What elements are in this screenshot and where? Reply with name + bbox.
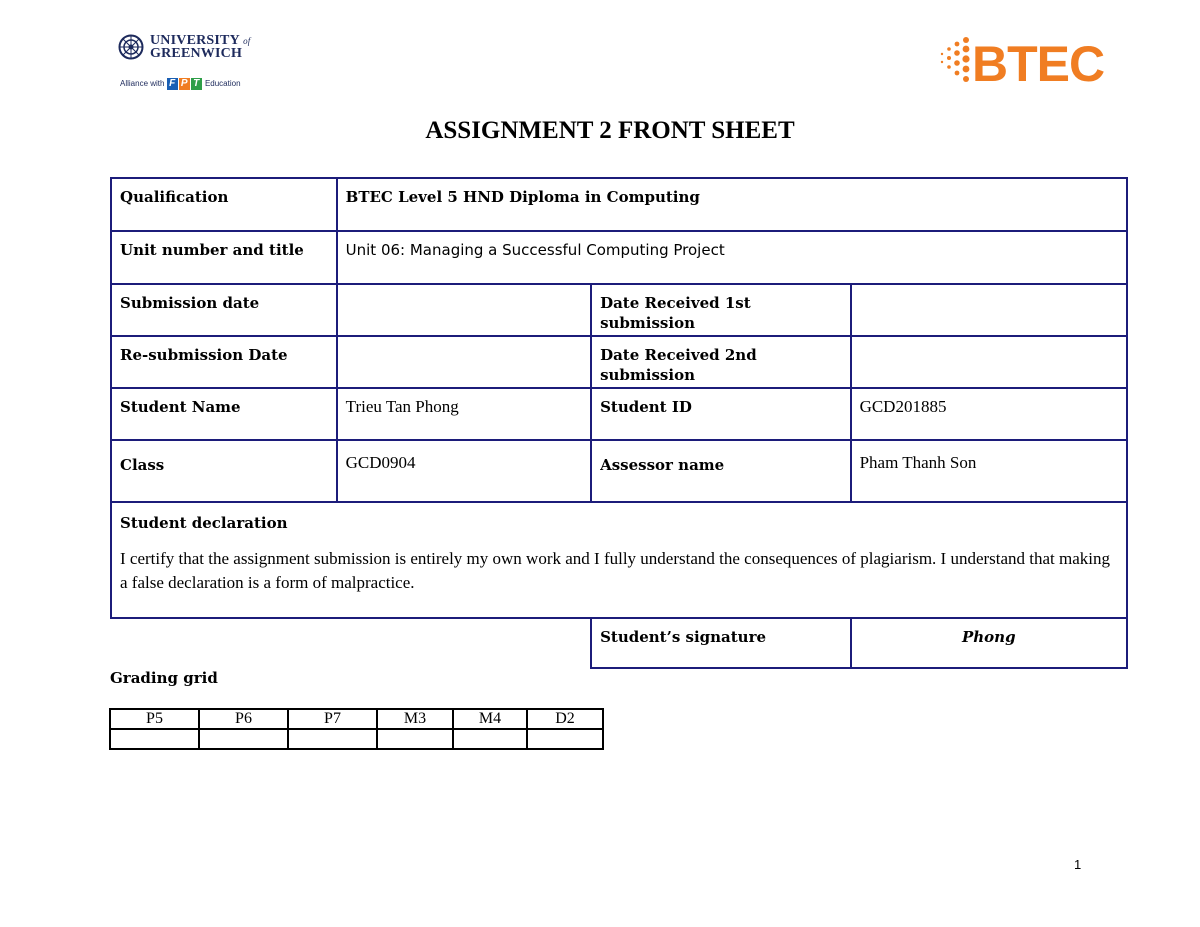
class-value: GCD0904 bbox=[337, 440, 591, 502]
fpt-letter-p: P bbox=[179, 78, 190, 90]
date-received-1-label: Date Received 1st submission bbox=[591, 284, 850, 336]
btec-wordmark: BTEC bbox=[972, 36, 1105, 92]
declaration-text: I certify that the assignment submission is entirely my own work and I fully understand the consequences of plagiarism. I understand that making a false declaration is a form of malpractice. bbox=[120, 549, 1111, 592]
signature-value: Phong bbox=[851, 618, 1127, 668]
alliance-prefix: Alliance with bbox=[120, 79, 165, 88]
date-received-1-value bbox=[851, 284, 1127, 336]
grade-d2-value bbox=[527, 729, 603, 749]
date-received-2-label: Date Received 2nd submission bbox=[591, 336, 850, 388]
university-line1: UNIVERSITY bbox=[150, 33, 240, 48]
fpt-alliance bbox=[120, 78, 241, 90]
row-unit bbox=[111, 231, 1127, 284]
qualification-label: Qualification bbox=[111, 178, 337, 231]
class-label: Class bbox=[111, 440, 337, 502]
assessor-label: Assessor name bbox=[591, 440, 850, 502]
student-declaration-cell bbox=[111, 502, 1127, 618]
grade-m3-header: M3 bbox=[377, 709, 453, 729]
alliance-suffix: Education bbox=[204, 79, 241, 88]
page-number: 1 bbox=[1074, 857, 1082, 872]
resubmission-value bbox=[337, 336, 591, 388]
btec-logo bbox=[938, 34, 1122, 92]
university-of: of bbox=[243, 36, 251, 46]
student-id-label: Student ID bbox=[591, 388, 850, 440]
signature-label: Student’s signature bbox=[591, 618, 850, 668]
btec-dots-icon bbox=[938, 36, 972, 86]
grade-p7-value bbox=[288, 729, 377, 749]
page-title: ASSIGNMENT 2 FRONT SHEET bbox=[425, 117, 795, 144]
student-name-value: Trieu Tan Phong bbox=[337, 388, 591, 440]
grade-m3-value bbox=[377, 729, 453, 749]
assessor-value: Pham Thanh Son bbox=[851, 440, 1127, 502]
declaration-label: Student declaration bbox=[120, 514, 288, 532]
grading-grid-table bbox=[109, 708, 604, 750]
submission-date-label: Submission date bbox=[111, 284, 337, 336]
grade-m4-header: M4 bbox=[453, 709, 527, 729]
unit-value: Unit 06: Managing a Successful Computing Project bbox=[337, 231, 1127, 284]
unit-label: Unit number and title bbox=[111, 231, 337, 284]
fpt-letter-f: F bbox=[167, 78, 178, 90]
grading-grid-title: Grading grid bbox=[110, 669, 218, 687]
row-qualification bbox=[111, 178, 1127, 231]
grade-p6-value bbox=[199, 729, 288, 749]
row-declaration bbox=[111, 502, 1127, 618]
grading-grid-header-row bbox=[110, 709, 603, 729]
signature-spacer bbox=[111, 618, 591, 668]
university-of-greenwich-logo bbox=[118, 32, 258, 94]
grade-p7-header: P7 bbox=[288, 709, 377, 729]
front-sheet-table bbox=[110, 177, 1128, 669]
student-id-value: GCD201885 bbox=[851, 388, 1127, 440]
row-student bbox=[111, 388, 1127, 440]
university-line2: GREENWICH bbox=[150, 46, 243, 61]
grade-m4-value bbox=[453, 729, 527, 749]
greenwich-crest-icon bbox=[118, 34, 144, 60]
grade-d2-header: D2 bbox=[527, 709, 603, 729]
resubmission-label: Re-submission Date bbox=[111, 336, 337, 388]
row-resubmission bbox=[111, 336, 1127, 388]
row-class bbox=[111, 440, 1127, 502]
row-signature bbox=[111, 618, 1127, 668]
date-received-2-value bbox=[851, 336, 1127, 388]
grading-grid-value-row bbox=[110, 729, 603, 749]
submission-date-value bbox=[337, 284, 591, 336]
fpt-letter-t: T bbox=[191, 78, 202, 90]
grade-p6-header: P6 bbox=[199, 709, 288, 729]
grade-p5-header: P5 bbox=[110, 709, 199, 729]
row-submission bbox=[111, 284, 1127, 336]
grade-p5-value bbox=[110, 729, 199, 749]
student-name-label: Student Name bbox=[111, 388, 337, 440]
qualification-value: BTEC Level 5 HND Diploma in Computing bbox=[337, 178, 1127, 231]
